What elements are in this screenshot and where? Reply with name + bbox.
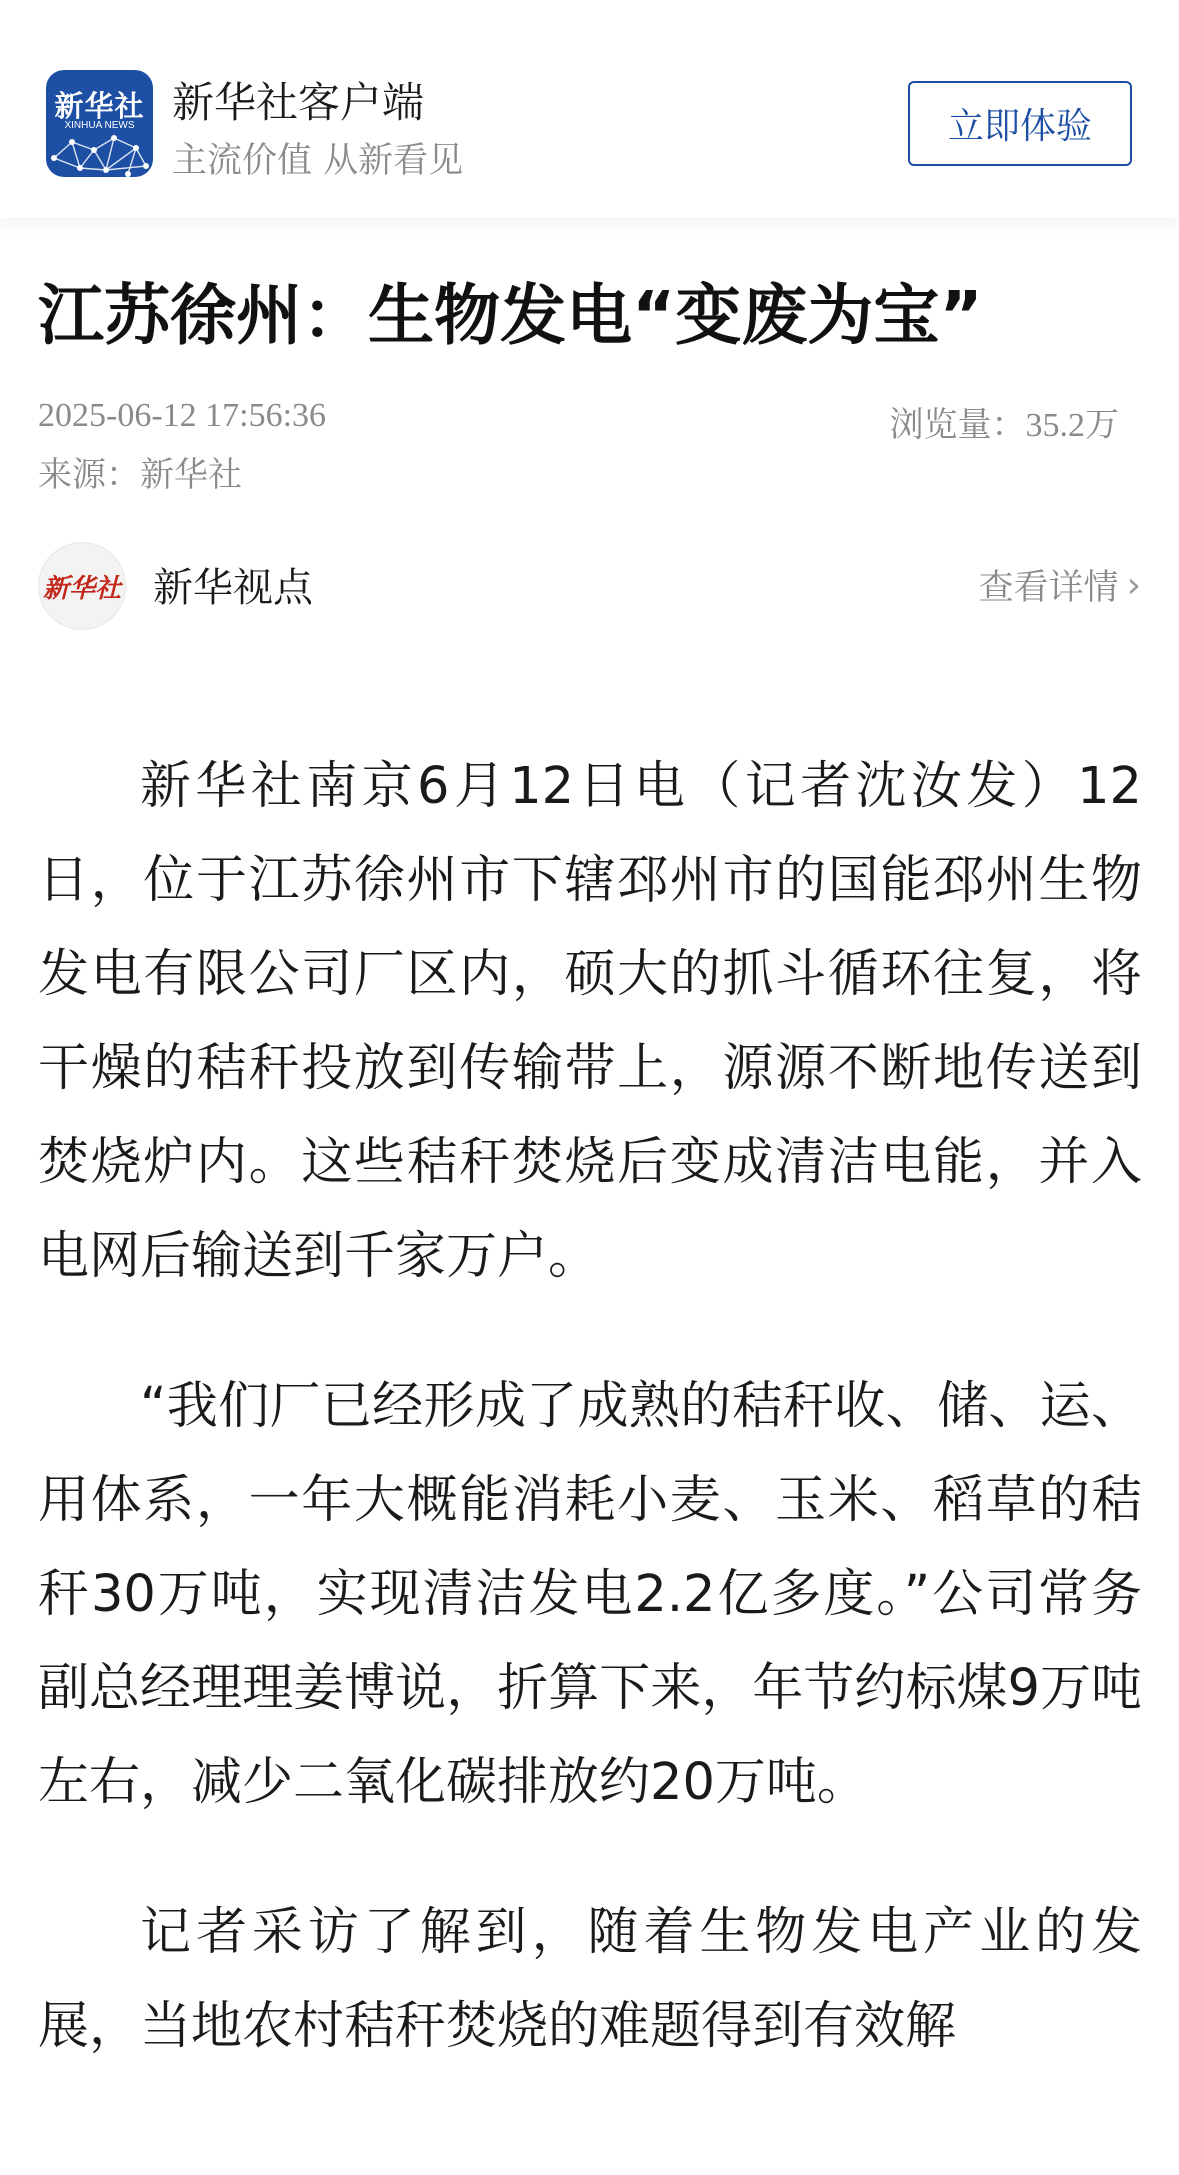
try-now-button[interactable]: 立即体验 — [908, 81, 1132, 166]
network-graphic-icon — [46, 128, 153, 177]
article-source: 来源：新华社 — [38, 455, 242, 495]
article-paragraph: “我们厂已经形成了成熟的秸秆收、储、运、用体系，一年大概能消耗小麦、玉米、稻草的秸秆30万吨，实现清洁发电2.2亿多度。”公司常务副总经理理姜博说，折算下来，年节约标煤9万吨左右，减少二氧化碳排放约20万吨。 — [38, 1377, 1142, 1812]
app-download-banner — [0, 0, 1179, 218]
xinhua-app-logo[interactable] — [46, 70, 153, 177]
chevron-right-icon: › — [1126, 564, 1141, 606]
article-body — [38, 740, 1142, 2130]
article-paragraph: 新华社南京6月12日电（记者沈汝发）12日，位于江苏徐州市下辖邳州市的国能邳州生物发电有限公司厂区内，硕大的抓斗循环往复，将干燥的秸秆投放到传输带上，源源不断地传送到焚烧炉内。这些秸秆焚烧后变成清洁电能，并入电网后输送到千家万户。 — [38, 757, 1142, 1286]
view-count-value: 35.2万 — [1025, 407, 1119, 444]
channel-name[interactable]: 新华视点 — [153, 565, 313, 611]
view-count — [890, 397, 1120, 446]
view-details-link[interactable] — [979, 560, 1141, 610]
app-name: 新华社客户端 — [172, 78, 425, 127]
app-slogan: 主流价值 从新看见 — [172, 141, 464, 181]
logo-text-cn: 新华社 — [54, 89, 145, 123]
article-title: 江苏徐州：生物发电“变废为宝” — [38, 277, 983, 354]
channel-avatar[interactable]: 新华社 — [38, 542, 126, 630]
view-count-label: 浏览量： — [889, 405, 1026, 445]
view-details-label: 查看详情 — [978, 568, 1119, 608]
logo-text-en: XINHUA NEWS — [64, 120, 135, 131]
publish-datetime: 2025-06-12 17:56:36 — [38, 397, 327, 434]
article-paragraph: 记者采访了解到，随着生物发电产业的发展，当地农村秸秆焚烧的难题得到有效解 — [38, 1903, 1142, 2056]
